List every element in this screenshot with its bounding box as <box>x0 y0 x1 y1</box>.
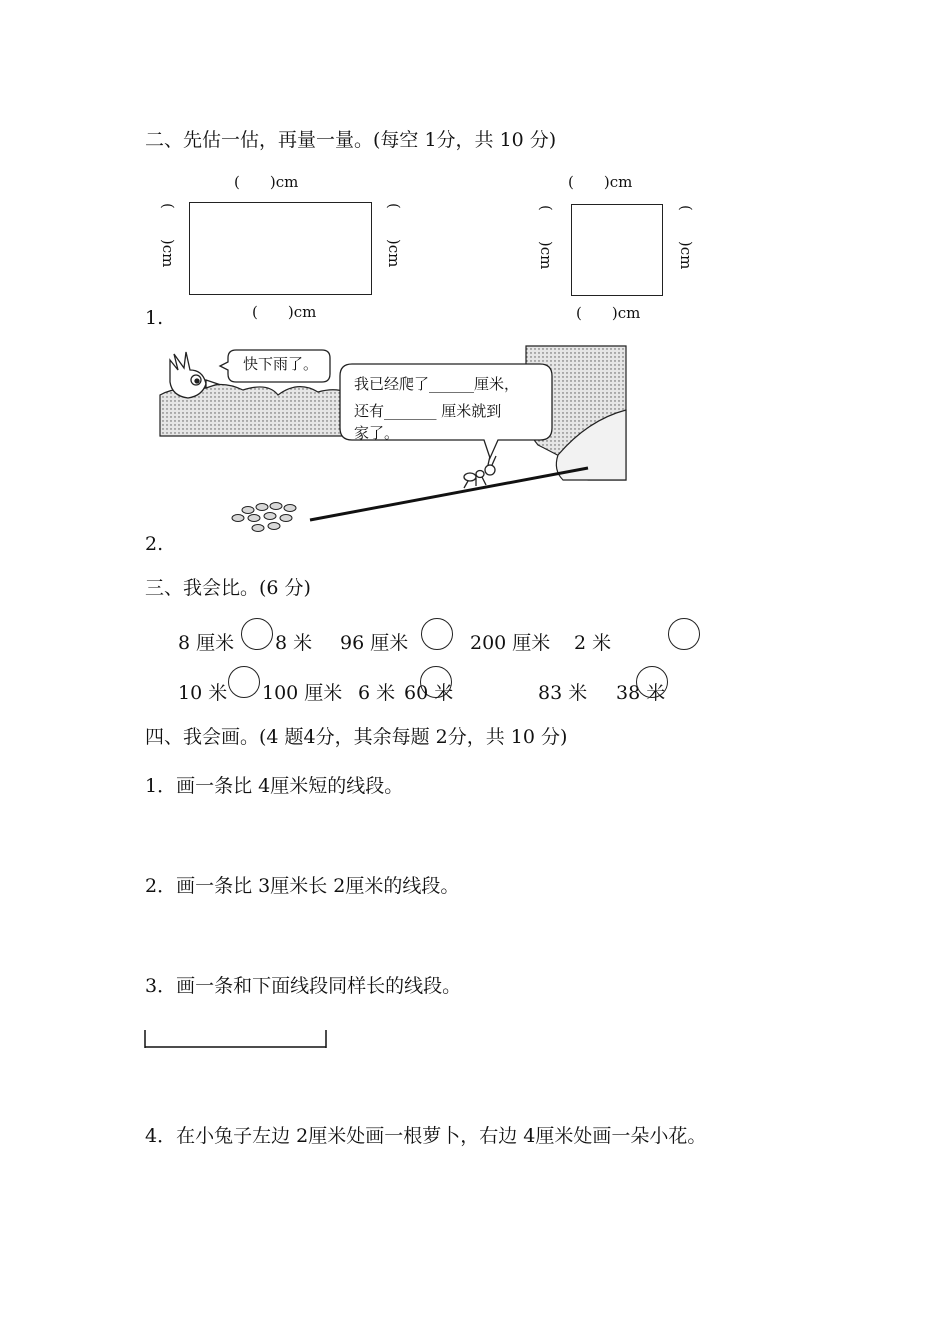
compare-row1-a: 8 厘米 <box>178 632 235 654</box>
draw-question-2: 2．画一条比 3厘米长 2厘米的线段。 <box>145 875 460 897</box>
rectangle-shape <box>189 202 372 295</box>
draw-question-3: 3．画一条和下面线段同样长的线段。 <box>145 975 462 997</box>
rect-bottom-blank[interactable]: ( )cm <box>252 303 317 321</box>
compare-row1-f: 2 米 <box>574 632 612 654</box>
compare-row2-c: 6 米 <box>358 682 396 704</box>
bird-speech-text: 快下雨了。 <box>243 355 319 373</box>
compare-row2-f: 38 米 <box>616 682 666 704</box>
square-top-blank[interactable]: ( )cm <box>568 173 633 191</box>
draw-question-1: 1．画一条比 4厘米短的线段。 <box>145 775 404 797</box>
compare-row1-b: 8 米 <box>275 632 313 654</box>
compare-row2-d: 60 米 <box>404 682 454 704</box>
compare-row2-a: 10 米 <box>178 682 228 704</box>
reference-segment <box>143 1028 329 1050</box>
square-right-blank[interactable]: ( )cm <box>677 205 695 270</box>
draw-question-4: 4．在小兔子左边 2厘米处画一根萝卜，右边 4厘米处画一朵小花。 <box>145 1125 707 1147</box>
compare-circle-6[interactable] <box>636 666 668 698</box>
ant-speech-line3: 家了。 <box>354 424 400 442</box>
square-shape <box>571 204 663 296</box>
question-number-2: 2. <box>145 533 164 555</box>
ant-speech-line2: 还有_______ 厘米就到 <box>354 402 502 420</box>
section4-title: 四、我会画。(4 题4分，其余每题 2分，共 10 分) <box>145 726 568 748</box>
rect-left-blank[interactable]: ( )cm <box>159 203 177 268</box>
square-bottom-blank[interactable]: ( )cm <box>576 304 641 322</box>
compare-row2-e: 83 米 <box>538 682 588 704</box>
compare-circle-3[interactable] <box>668 618 700 650</box>
square-left-blank[interactable]: ( )cm <box>537 205 555 270</box>
question-number-1: 1. <box>145 307 164 329</box>
compare-circle-4[interactable] <box>228 666 260 698</box>
section2-title: 二、先估一估，再量一量。(每空 1分，共 10 分) <box>145 129 557 151</box>
compare-circle-2[interactable] <box>421 618 453 650</box>
ant-speech-line1: 我已经爬了______厘米， <box>354 375 520 393</box>
section3-title: 三、我会比。(6 分) <box>145 577 311 599</box>
compare-row1-e: 200 厘米 <box>470 632 551 654</box>
rect-top-blank[interactable]: ( )cm <box>234 173 299 191</box>
rect-right-blank[interactable]: ( )cm <box>385 203 403 268</box>
compare-row1-c: 96 厘米 <box>340 632 409 654</box>
compare-row2-b: 100 厘米 <box>262 682 343 704</box>
compare-circle-1[interactable] <box>241 618 273 650</box>
